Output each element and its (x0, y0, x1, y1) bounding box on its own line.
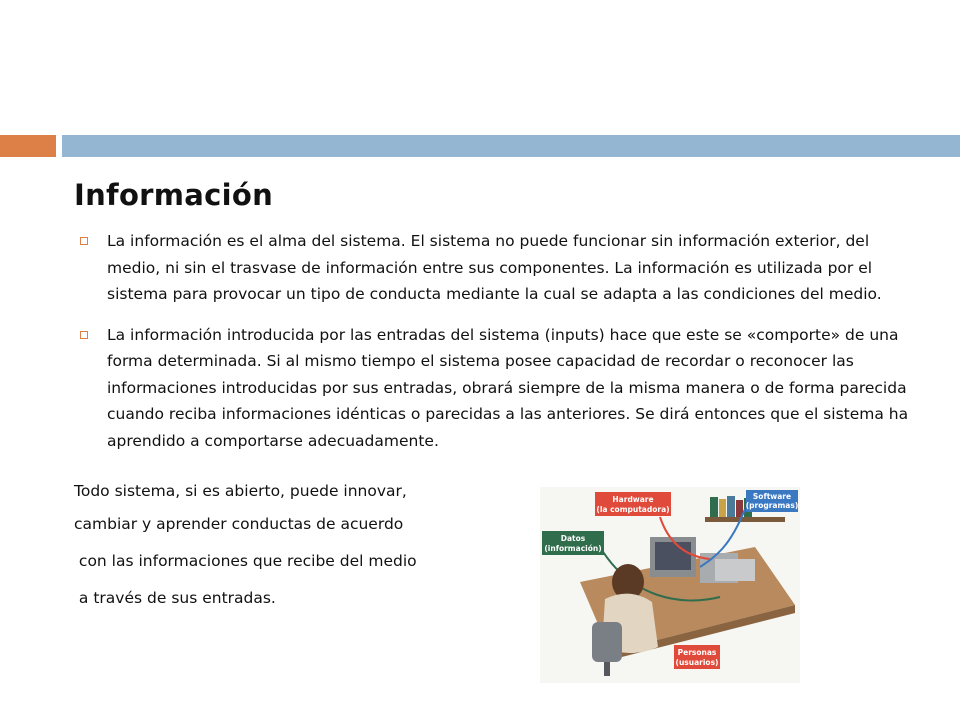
body-line: Todo sistema, si es abierto, puede innovar, (74, 482, 407, 500)
computer-system-drawing (540, 487, 800, 683)
personas-label: Personas (677, 648, 717, 657)
shelf-shape (705, 517, 785, 522)
bullet-item (74, 228, 914, 308)
personas-sublabel: (usuarios) (675, 658, 719, 667)
monitor-screen (655, 542, 691, 570)
software-sublabel: (programas) (745, 501, 799, 510)
slide-title: Información (74, 178, 274, 212)
body-line: cambiar y aprender conductas de acuerdo (74, 515, 404, 533)
book-shape (710, 497, 718, 517)
bullet-text: La información es el alma del sistema. El sistema no puede funcionar sin información exterior, del medio, ni sin el trasvase de información entre sus componentes. La información es utilizada por el sistema para provocar un tipo de conducta mediante la cual se adapta a las condiciones del medio. (107, 232, 882, 303)
chair-leg (604, 662, 610, 676)
bullet-item (74, 322, 914, 455)
hardware-sublabel: (la computadora) (596, 505, 670, 514)
bullet-list (74, 228, 914, 468)
printer-shape (715, 559, 755, 581)
accent-bar-orange (0, 135, 56, 157)
datos-label: Datos (560, 534, 586, 543)
book-shape (727, 496, 735, 517)
bullet-text: La información introducida por las entradas del sistema (inputs) hace que este se «comporte» de una forma determinada. Si al mismo tiempo el sistema posee capacidad de recordar o reconocer las informaciones introducidas por sus entradas, obrará siempre de la misma manera o de forma parecida cuando reciba informaciones idénticas o parecidas a las anteriores. Se dirá entonces que el sistema ha aprendido a comportarse adecuadamente. (107, 325, 909, 450)
body-line: con las informaciones que recibe del medio (74, 552, 417, 570)
datos-sublabel: (información) (544, 544, 602, 553)
chair-shape (592, 622, 622, 662)
square-bullet-icon (80, 331, 88, 339)
square-bullet-icon (80, 237, 88, 245)
system-illustration (540, 487, 800, 683)
body-line: a través de sus entradas. (74, 589, 276, 607)
book-shape (719, 499, 726, 517)
software-label: Software (752, 492, 792, 501)
hardware-label: Hardware (612, 495, 654, 504)
accent-bar-blue (62, 135, 960, 157)
